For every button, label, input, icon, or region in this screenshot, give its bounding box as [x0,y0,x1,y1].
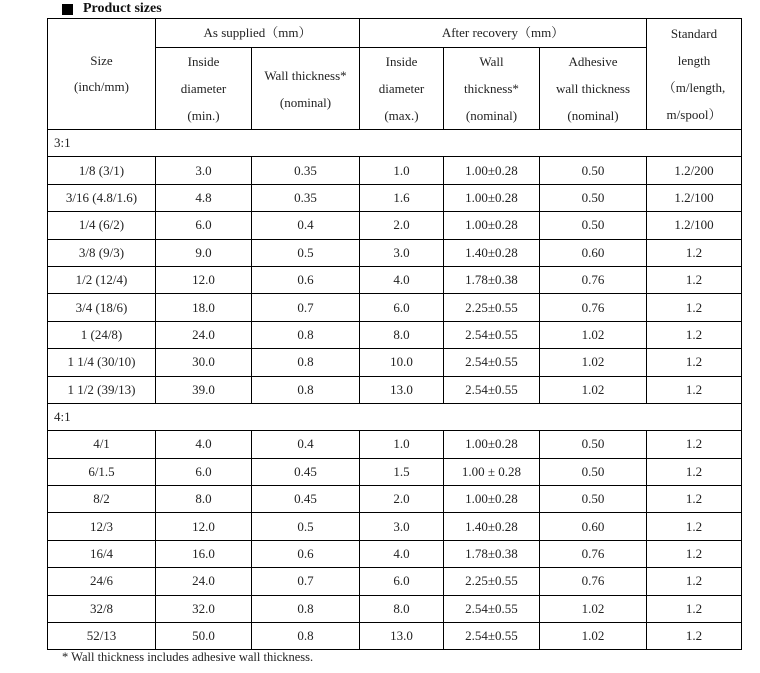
table-cell: 1 (24/8) [48,321,156,348]
table-cell: 1.2 [647,376,742,403]
table-cell: 2.25±0.55 [444,294,540,321]
table-cell: 1 1/2 (39/13) [48,376,156,403]
table-cell: 16/4 [48,540,156,567]
table-cell: 1.2 [647,266,742,293]
table-row [48,568,742,595]
table-cell: 3.0 [360,239,444,266]
table-cell: 1.2 [647,431,742,458]
size-header-line: Size [90,53,113,68]
table-cell: 12.0 [156,266,252,293]
table-cell: 0.8 [252,623,360,650]
table-cell: 4.8 [156,184,252,211]
table-cell: 1.2/100 [647,184,742,211]
table-cell: 1.2 [647,595,742,622]
inside-diameter-max-header [360,48,444,130]
table-cell: 4.0 [360,540,444,567]
table-row [48,486,742,513]
table-cell: 6.0 [360,568,444,595]
table-cell: 8.0 [360,321,444,348]
table-row [48,513,742,540]
table-cell: 1.5 [360,458,444,485]
table-cell: 0.60 [540,513,647,540]
table-cell: 12/3 [48,513,156,540]
table-cell: 0.76 [540,266,647,293]
header-line: diameter [378,81,425,96]
table-cell: 1.6 [360,184,444,211]
table-cell: 13.0 [360,623,444,650]
section-row [48,403,742,430]
table-cell: 2.54±0.55 [444,349,540,376]
table-cell: 0.50 [540,458,647,485]
table-cell: 1.2/100 [647,212,742,239]
standard-length-header [647,19,742,130]
table-cell: 1.00±0.28 [444,431,540,458]
table-cell: 8.0 [156,486,252,513]
table-cell: 13.0 [360,376,444,403]
table-row [48,239,742,266]
table-cell: 3.0 [156,157,252,184]
table-cell: 1/4 (6/2) [48,212,156,239]
table-cell: 0.6 [252,266,360,293]
table-cell: 16.0 [156,540,252,567]
table-cell: 1.2 [647,294,742,321]
table-cell: 1.00±0.28 [444,486,540,513]
table-cell: 0.7 [252,294,360,321]
table-cell: 2.0 [360,486,444,513]
header-line: Inside [385,54,418,69]
footnote: * Wall thickness includes adhesive wall thickness. [62,650,314,664]
table-cell: 9.0 [156,239,252,266]
table-cell: 3/4 (18/6) [48,294,156,321]
table-cell: 0.50 [540,212,647,239]
table-cell: 1/2 (12/4) [48,266,156,293]
table-cell: 0.35 [252,157,360,184]
table-cell: 0.45 [252,486,360,513]
table-cell: 24.0 [156,321,252,348]
table-cell: 1.2 [647,486,742,513]
table-cell: 0.6 [252,540,360,567]
table-cell: 2.54±0.55 [444,595,540,622]
header-line: (nominal) [465,108,518,123]
table-cell: 3.0 [360,513,444,540]
table-cell: 1.2 [647,540,742,567]
table-cell: 12.0 [156,513,252,540]
table-cell: 1.00±0.28 [444,157,540,184]
table-cell: 32.0 [156,595,252,622]
table-cell: 3/8 (9/3) [48,239,156,266]
table-cell: 0.8 [252,376,360,403]
table-cell: 0.50 [540,486,647,513]
table-cell: 1.00 ± 0.28 [444,458,540,485]
table-cell: 24/6 [48,568,156,595]
table-cell: 4.0 [156,431,252,458]
table-cell: 0.8 [252,321,360,348]
table-row [48,431,742,458]
table-cell: 1.02 [540,623,647,650]
table-cell: 0.35 [252,184,360,211]
table-cell: 0.60 [540,239,647,266]
table-cell: 1.02 [540,349,647,376]
table-cell: 1.2 [647,458,742,485]
table-cell: 1 1/4 (30/10) [48,349,156,376]
header-line: Inside [187,54,220,69]
header-line: Wall thickness* [264,67,347,83]
table-row [48,266,742,293]
table-cell: 1.00±0.28 [444,184,540,211]
table-cell: 0.7 [252,568,360,595]
header-line: Adhesive [568,54,618,69]
table-cell: 50.0 [156,623,252,650]
table-cell: 0.4 [252,212,360,239]
table-cell: 8.0 [360,595,444,622]
table-cell: 0.4 [252,431,360,458]
table-row [48,376,742,403]
after-recovery-header: After recovery（mm） [360,19,647,48]
table-cell: 32/8 [48,595,156,622]
table-row [48,321,742,348]
size-header-line: (inch/mm) [74,79,129,94]
table-row [48,623,742,650]
table-cell: 0.50 [540,431,647,458]
table-cell: 1.78±0.38 [444,266,540,293]
table-cell: 4.0 [360,266,444,293]
table-cell: 1.0 [360,157,444,184]
header-line: Wall [479,54,504,69]
header-line: (nominal) [279,94,332,110]
product-sizes-table [47,18,742,650]
table-cell: 1.2 [647,513,742,540]
table-cell: 1.02 [540,321,647,348]
table-row [48,184,742,211]
adhesive-wall-thickness-header [540,48,647,130]
table-cell: 0.50 [540,157,647,184]
table-cell: 0.50 [540,184,647,211]
table-cell: 1.2 [647,321,742,348]
table-row [48,157,742,184]
table-cell: 6.0 [156,458,252,485]
as-supplied-header: As supplied（mm） [156,19,360,48]
table-cell: 1.2 [647,349,742,376]
table-cell: 52/13 [48,623,156,650]
table-cell: 1.40±0.28 [444,239,540,266]
table-cell: 0.8 [252,349,360,376]
section-title [62,0,162,18]
table-cell: 2.54±0.55 [444,623,540,650]
table-cell: 0.76 [540,568,647,595]
table-cell: 1.2 [647,239,742,266]
wall-thickness-supplied-header [252,48,360,130]
standard-length-header-line: Standard [670,26,718,41]
table-row [48,595,742,622]
table-cell: 0.5 [252,239,360,266]
table-cell: 1.2 [647,568,742,595]
table-row [48,458,742,485]
table-cell: 2.25±0.55 [444,568,540,595]
table-cell: 0.8 [252,595,360,622]
standard-length-header-line: length [677,53,711,68]
table-cell: 1.2 [647,623,742,650]
table-cell: 6.0 [156,212,252,239]
table-cell: 1.02 [540,376,647,403]
table-cell: 1.02 [540,595,647,622]
standard-length-header-line: m/spool） [666,107,722,122]
table-cell: 1.40±0.28 [444,513,540,540]
table-cell: 1.78±0.38 [444,540,540,567]
table-cell: 2.54±0.55 [444,376,540,403]
header-line: diameter [180,81,227,96]
table-cell: 2.0 [360,212,444,239]
wall-thickness-recovered-header [444,48,540,130]
table-cell: 18.0 [156,294,252,321]
standard-length-header-line: （m/length, [662,80,726,95]
table-row [48,349,742,376]
table-cell: 8/2 [48,486,156,513]
table-cell: 2.54±0.55 [444,321,540,348]
section-row [48,130,742,157]
table-cell: 6/1.5 [48,458,156,485]
section-title-text: Product sizes [83,1,162,16]
table-cell: 10.0 [360,349,444,376]
table-cell: 0.5 [252,513,360,540]
header-line: (max.) [384,108,419,123]
table-row [48,540,742,567]
table-cell: 30.0 [156,349,252,376]
table-cell: 0.76 [540,540,647,567]
table-row [48,294,742,321]
table-cell: 3/16 (4.8/1.6) [48,184,156,211]
table-cell: 24.0 [156,568,252,595]
table-row [48,212,742,239]
table-cell: 1.0 [360,431,444,458]
table-cell: 4/1 [48,431,156,458]
table-cell: 39.0 [156,376,252,403]
size-header [48,19,156,130]
table-cell: 6.0 [360,294,444,321]
table-cell: 1.2/200 [647,157,742,184]
header-line: (nominal) [567,108,619,123]
section-label: 3:1 [48,130,742,157]
table-cell: 1.00±0.28 [444,212,540,239]
square-bullet-icon [62,4,73,15]
header-line: (min.) [187,108,220,123]
inside-diameter-min-header [156,48,252,130]
table-cell: 1/8 (3/1) [48,157,156,184]
table-cell: 0.76 [540,294,647,321]
header-line: wall thickness [555,81,630,96]
table-cell: 0.45 [252,458,360,485]
section-label: 4:1 [48,403,742,430]
header-line: thickness* [464,81,519,96]
